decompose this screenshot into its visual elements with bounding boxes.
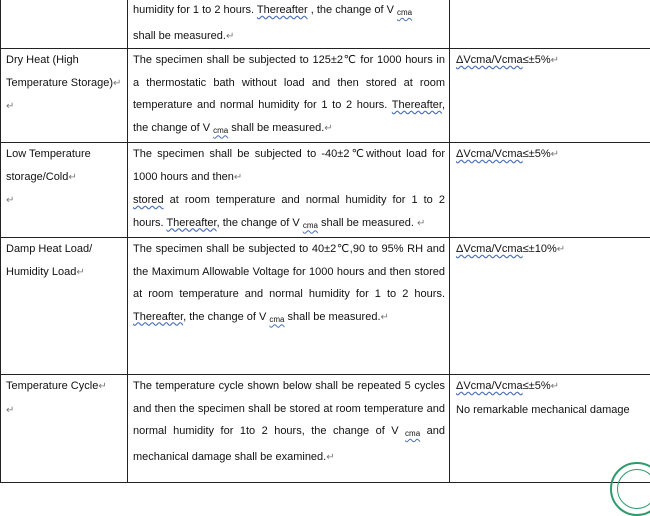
procedure-text: humidity for 1 to 2 hours. — [133, 4, 257, 16]
paragraph-mark: ↵ — [551, 149, 559, 160]
procedure-text: shall be measured. — [285, 311, 381, 323]
procedure-text: Thereafter — [392, 99, 442, 111]
test-item-cell — [1, 49, 128, 143]
procedure-text: shall be measured. — [318, 217, 417, 229]
procedure-paragraph — [133, 375, 445, 469]
procedure-cell — [128, 375, 450, 483]
table-row — [1, 375, 650, 483]
procedure-text: The specimen shall be subjected to 125±2℃ for 1000 hours in a thermostatic bath without load and then stored at room temperature and normal humidity for 1 to 2 hours. — [133, 54, 445, 111]
criterion-cell — [450, 238, 650, 375]
procedure-paragraph — [133, 238, 445, 331]
paragraph-mark: ↵ — [234, 172, 242, 183]
procedure-text: shall be measured. — [228, 122, 324, 134]
subscript-cma: cma — [405, 429, 420, 438]
delta-v-ratio: ΔVcma/Vcma — [456, 243, 523, 255]
seal-stamp — [610, 462, 650, 516]
criterion-cell — [450, 49, 650, 143]
paragraph-mark: ↵ — [326, 452, 334, 463]
criterion-line — [456, 238, 646, 262]
procedure-paragraph — [133, 0, 445, 25]
table-row — [1, 49, 650, 143]
paragraph-mark: ↵ — [324, 123, 332, 134]
procedure-text: , the change of V — [183, 311, 269, 323]
table-row — [1, 0, 650, 49]
procedure-text: , the change of V — [308, 4, 397, 16]
procedure-cell — [128, 49, 450, 143]
procedure-text: Thereafter — [257, 4, 308, 16]
paragraph-mark: ↵ — [68, 172, 76, 183]
procedure-text: shall be measured. — [133, 30, 226, 42]
delta-v-ratio: ΔVcma/Vcma — [456, 380, 523, 392]
tolerance: ≤±5% — [523, 148, 551, 160]
paragraph-mark: ↵ — [6, 405, 14, 416]
criterion-line — [456, 143, 646, 167]
subscript-cma: cma — [303, 221, 318, 230]
paragraph-mark: ↵ — [113, 78, 121, 89]
criterion-cell — [450, 143, 650, 238]
paragraph-mark: ↵ — [381, 312, 389, 323]
paragraph-mark: ↵ — [76, 267, 84, 278]
procedure-cell — [128, 238, 450, 375]
tolerance: ≤±5% — [523, 380, 551, 392]
procedure-paragraph — [133, 25, 445, 49]
delta-v-ratio: ΔVcma/Vcma — [456, 54, 523, 66]
test-item-name: Low Temperature storage/Cold — [6, 148, 91, 183]
test-item-cell — [1, 0, 128, 49]
procedure-text: The temperature cycle shown below shall be repeated 5 cycles and then the specimen shall be stored at room temperature and normal humidity for 1to 2 hours, the change of V — [133, 380, 445, 437]
procedure-paragraph — [133, 49, 445, 142]
mechanical-damage-note: No remarkable mechanical damage — [456, 399, 646, 422]
paragraph-mark: ↵ — [557, 244, 565, 255]
paragraph-mark: ↵ — [98, 381, 106, 392]
subscript-cma: cma — [213, 126, 228, 135]
subscript-cma: cma — [269, 315, 284, 324]
delta-v-ratio: ΔVcma/Vcma — [456, 148, 523, 160]
procedure-cell — [128, 0, 450, 49]
procedure-text: Thereafter — [133, 311, 183, 323]
procedure-text: , the change of V — [217, 217, 303, 229]
test-item-name: Dry Heat (High Temperature Storage) — [6, 54, 113, 89]
criterion-line — [456, 375, 646, 399]
procedure-paragraph — [133, 189, 445, 237]
table-body — [1, 0, 650, 483]
procedure-text: Thereafter — [166, 217, 216, 229]
paragraph-mark: ↵ — [226, 31, 234, 42]
criterion-cell — [450, 375, 650, 483]
procedure-text: at room temperature and normal humidity for 1 to 2 hours. — [133, 194, 445, 229]
procedure-text: The specimen shall be subjected to 40±2℃,90 to 95% RH and the Maximum Allowable Voltage for 1000 hours and then stored at room temperature and normal humidity for 1 to 2 hours. — [133, 243, 445, 300]
test-item-cell — [1, 143, 128, 238]
criterion-line — [456, 49, 646, 73]
table-row — [1, 143, 650, 238]
paragraph-mark: ↵ — [417, 218, 425, 229]
tolerance: ≤±5% — [523, 54, 551, 66]
procedure-text: and mechanical damage shall be examined. — [133, 425, 445, 463]
procedure-cell — [128, 143, 450, 238]
test-item-name: Damp Heat Load/ Humidity Load — [6, 243, 92, 278]
paragraph-mark: ↵ — [551, 381, 559, 392]
subscript-cma: cma — [397, 8, 412, 17]
paragraph-mark: ↵ — [6, 195, 14, 206]
paragraph-mark: ↵ — [6, 101, 14, 112]
test-item-cell — [1, 238, 128, 375]
tolerance: ≤±10% — [523, 243, 557, 255]
procedure-text: stored — [133, 194, 164, 206]
procedure-text: The specimen shall be subjected to -40±2℃without load for 1000 hours and then — [133, 148, 445, 183]
test-item-cell — [1, 375, 128, 483]
paragraph-mark: ↵ — [551, 55, 559, 66]
procedure-text: , the change of V — [133, 99, 445, 134]
procedure-paragraph — [133, 143, 445, 189]
test-item-name: Temperature Cycle — [6, 380, 98, 392]
criterion-cell — [450, 0, 650, 49]
table-row — [1, 238, 650, 375]
